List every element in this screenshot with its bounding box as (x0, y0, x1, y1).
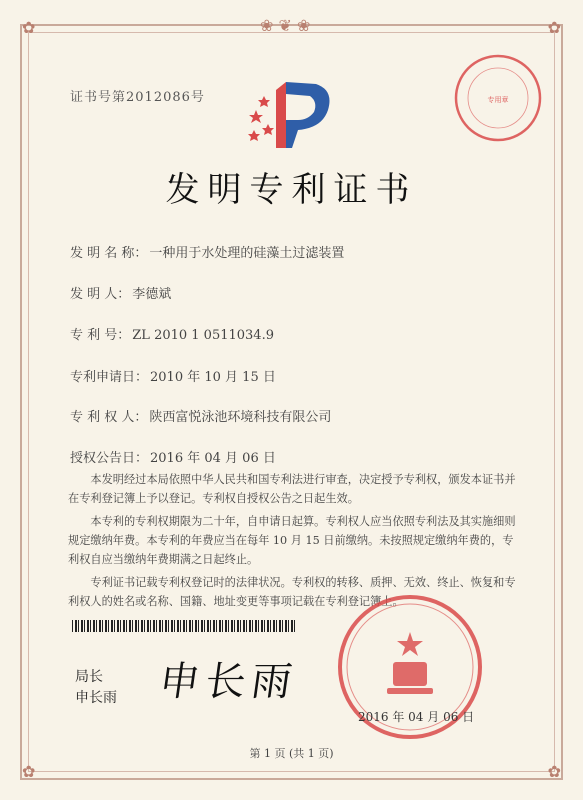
patentee-label: 专 利 权 人： (70, 410, 148, 425)
barcode (72, 620, 297, 632)
page-footer: 第 1 页 (共 1 页) (249, 747, 334, 760)
application-date-value: 2010 年 10 月 15 日 (150, 370, 276, 385)
body-paragraph-2: 本专利的专利权期限为二十年，自申请日起算。专利权人应当依照专利法及其实施细则规定缴纳年费。本专利的年费应当在每年 10 月 15 日前缴纳。未按照规定缴纳年费的，专利权自应当缴纳年费期满之日起终止。 (68, 515, 516, 566)
certificate-number: 证书号第2012086号 (70, 90, 205, 105)
application-date-label: 专利申请日： (70, 370, 149, 385)
grant-date-row (70, 447, 276, 466)
grant-date-label: 授权公告日： (70, 451, 149, 466)
patent-office-logo-icon (246, 72, 338, 152)
corner-ornament-tl: ✿ (22, 18, 36, 37)
invention-name-value: 一种用于水处理的硅藻土过滤装置 (149, 246, 345, 261)
invention-name-label: 发 明 名 称： (70, 246, 148, 261)
grant-date-value: 2016 年 04 月 06 日 (150, 451, 276, 466)
application-date-row (70, 366, 276, 385)
patent-number-row (70, 324, 274, 343)
svg-text:专用章: 专用章 (487, 96, 509, 104)
invention-name-row (70, 242, 344, 261)
patentee-row (70, 406, 331, 425)
certificate-body (68, 470, 518, 611)
patent-number-value: ZL 2010 1 0511034.9 (132, 328, 274, 343)
inventor-label: 发 明 人： (70, 287, 131, 302)
patentee-value: 陕西富悦泳池环境科技有限公司 (149, 410, 332, 425)
top-ornament: ❀ ❦ ❀ (260, 16, 311, 35)
body-paragraph-3: 专利证书记载专利权登记时的法律状况。专利权的转移、质押、无效、终止、恢复和专利权人的姓名或名称、国籍、地址变更等事项记载在专利登记簿上。 (68, 576, 516, 608)
body-paragraph-1: 本发明经过本局依照中华人民共和国专利法进行审查，决定授予专利权，颁发本证书并在专利登记簿上予以登记。专利权自授权公告之日起生效。 (68, 473, 516, 505)
corner-ornament-tr: ✿ (547, 18, 561, 37)
certificate-title: 发明专利证书 (165, 170, 418, 210)
agency-stamp (452, 52, 544, 144)
director-signature: 申长雨 (156, 659, 301, 705)
director-title: 局长 (75, 669, 103, 685)
director-name: 申长雨 (75, 690, 117, 706)
inventor-value: 李德斌 (132, 287, 172, 302)
seal-date: 2016 年 04 月 06 日 (358, 710, 475, 724)
patent-number-label: 专 利 号： (70, 328, 131, 343)
inventor-row (70, 283, 171, 302)
corner-ornament-br: ✿ (547, 762, 561, 781)
corner-ornament-bl: ✿ (22, 762, 36, 781)
